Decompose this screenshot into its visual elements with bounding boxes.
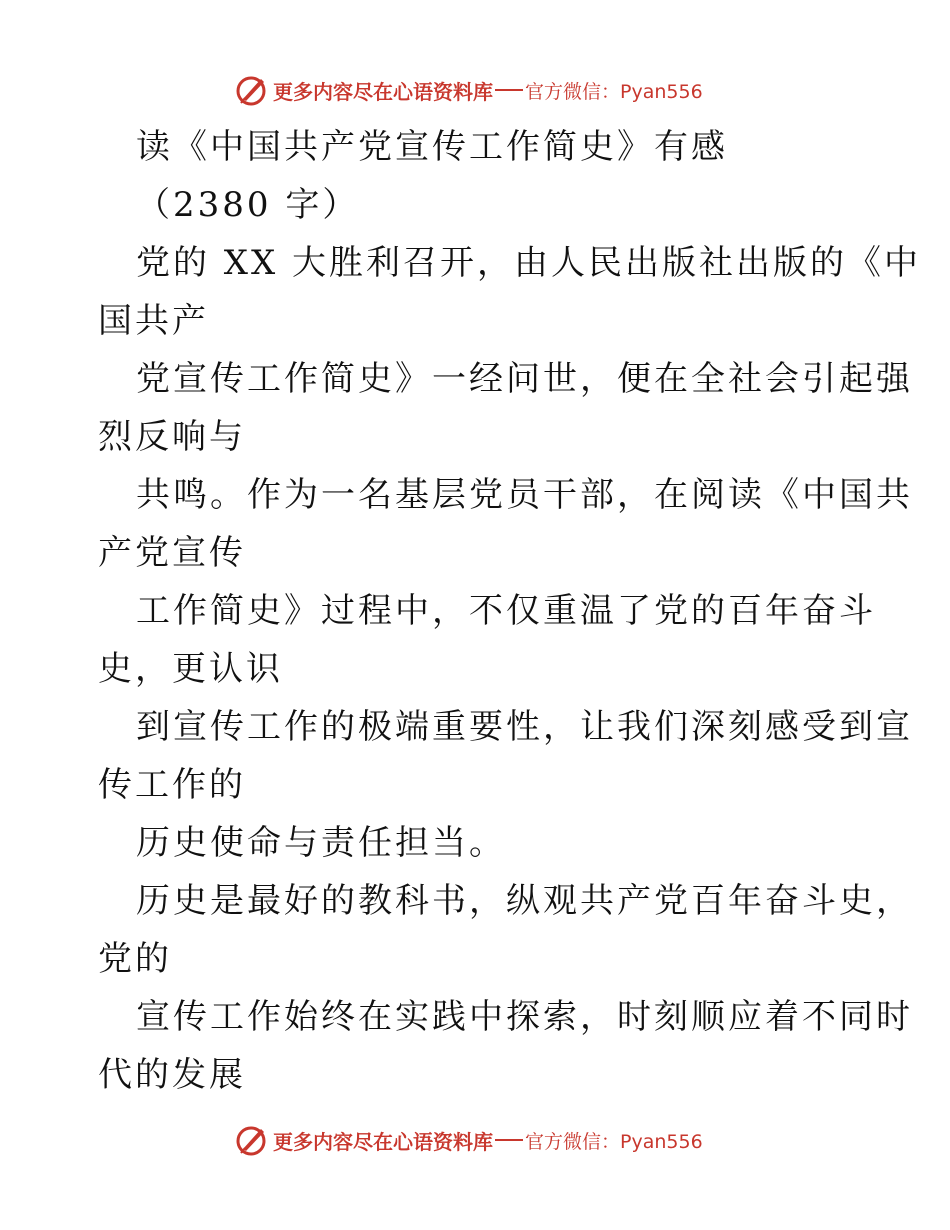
watermark-wechat-text: 官方微信：Pyan556: [525, 1130, 703, 1153]
text-line: 党的: [98, 939, 172, 979]
word-count: （2380 字）: [136, 185, 360, 225]
watermark-dash: [495, 89, 523, 91]
text-line: 传工作的: [98, 765, 246, 805]
quill-pen-logo-icon: [235, 73, 269, 107]
text-line: 工作简史》过程中，不仅重温了党的百年奋斗: [136, 591, 876, 631]
text-line: 烈反响与: [98, 417, 246, 457]
header-watermark-banner: [235, 72, 703, 108]
text-line: 党宣传工作简史》一经问世，便在全社会引起强: [136, 359, 913, 399]
watermark-dash: [495, 1139, 523, 1141]
text-line: 历史是最好的教科书，纵观共产党百年奋斗史，: [136, 881, 913, 921]
quill-pen-logo-icon: [235, 1123, 269, 1157]
text-line: 国共产: [98, 301, 209, 341]
text-line: 历史使命与责任担当。: [136, 823, 506, 863]
text-line: 到宣传工作的极端重要性，让我们深刻感受到宣: [136, 707, 913, 747]
text-line: 代的发展: [98, 1055, 246, 1095]
watermark-main-text: 更多内容尽在心语资料库: [273, 79, 493, 104]
text-line: 共鸣。作为一名基层党员干部，在阅读《中国共: [136, 475, 913, 515]
document-title: 读《中国共产党宣传工作简史》有感: [136, 127, 728, 167]
document-body: [98, 118, 922, 1104]
watermark-main-text: 更多内容尽在心语资料库: [273, 1129, 493, 1154]
watermark-wechat-text: 官方微信：Pyan556: [525, 80, 703, 103]
footer-watermark-banner: [235, 1122, 703, 1158]
text-line: 史，更认识: [98, 649, 283, 689]
text-line: 党的 XX 大胜利召开，由人民出版社出版的《中: [136, 243, 922, 283]
text-line: 宣传工作始终在实践中探索，时刻顺应着不同时: [136, 997, 913, 1037]
text-line: 产党宣传: [98, 533, 246, 573]
